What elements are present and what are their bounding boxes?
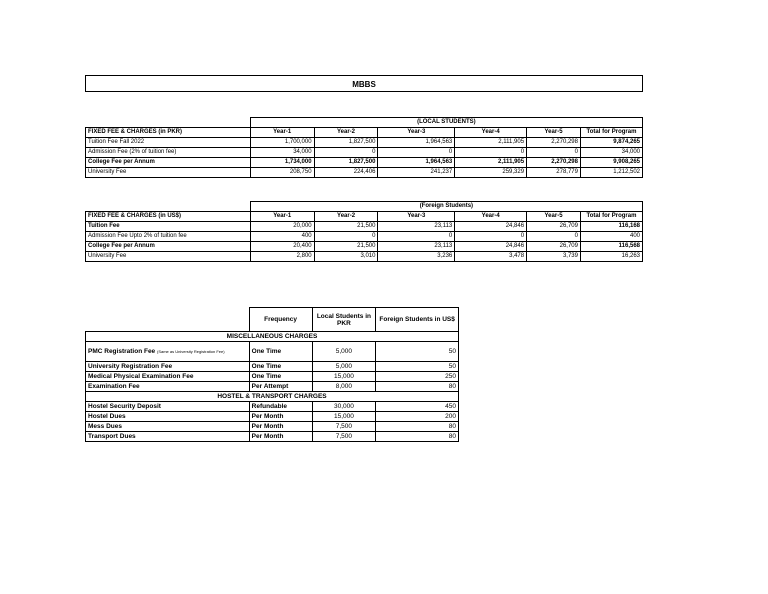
foreign-section-row [86,202,643,212]
cell: 0 [378,232,455,242]
cell: 30,000 [312,402,376,412]
misc-header-row [86,308,459,332]
table-row [86,402,459,412]
cell: 208,750 [250,168,314,178]
cell: 5,000 [312,362,376,372]
cell: 3,478 [455,252,527,262]
hostel-section-row [86,392,459,402]
cell: 1,964,563 [378,138,455,148]
cell: 20,000 [250,222,314,232]
table-row [86,168,643,178]
cell: Per Month [249,412,312,422]
cell: One Time [249,342,312,362]
cell: 1,700,000 [250,138,314,148]
row-label: Examination Fee [86,382,250,392]
row-label: Admission Fee Upto 2% of tuition fee [86,232,251,242]
local-header-label: FIXED FEE & CHARGES (in PKR) [86,128,251,138]
cell: 1,212,502 [580,168,642,178]
row-label: University Fee [86,168,251,178]
table-row [86,432,459,442]
cell: 50 [376,362,459,372]
row-label: Hostel Dues [86,412,250,422]
cell: 34,000 [580,148,642,158]
cell: 2,270,298 [527,158,581,168]
local-header-total: Total for Program [580,128,642,138]
table-row [86,138,643,148]
table-row [86,148,643,158]
table-row [86,412,459,422]
foreign-header-year3: Year-3 [378,212,455,222]
cell: 7,500 [312,422,376,432]
table-row [86,382,459,392]
cell: 7,500 [312,432,376,442]
cell: 250 [376,372,459,382]
row-label: College Fee per Annum [86,242,251,252]
foreign-fee-table [85,201,643,262]
cell: 3,739 [527,252,581,262]
pmc-label: PMC Registration Fee [88,348,156,355]
foreign-header-year2: Year-2 [314,212,378,222]
cell: 9,908,265 [580,158,642,168]
frequency-header: Frequency [249,308,312,332]
cell: 0 [314,232,378,242]
cell: 21,500 [314,242,378,252]
table-row [86,372,459,382]
cell: 0 [455,148,527,158]
cell: 20,400 [250,242,314,252]
foreign-header-label: FIXED FEE & CHARGES (in US$) [86,212,251,222]
cell: 200 [376,412,459,422]
cell: 0 [527,232,581,242]
cell: 1,827,500 [314,158,378,168]
cell: 3,236 [378,252,455,262]
cell: 5,000 [312,342,376,362]
foreign-header-year1: Year-1 [250,212,314,222]
cell: 400 [250,232,314,242]
cell: 0 [455,232,527,242]
cell: 3,010 [314,252,378,262]
cell: 23,113 [378,222,455,232]
table-row [86,252,643,262]
cell: 21,500 [314,222,378,232]
local-header-year2: Year-2 [314,128,378,138]
pmc-note: (Same as University Registration Fee) [157,349,225,354]
local-section-row [86,118,643,128]
table-row [86,232,643,242]
row-label: College Fee per Annum [86,158,251,168]
cell: 23,113 [378,242,455,252]
cell: One Time [249,372,312,382]
cell: 224,406 [314,168,378,178]
cell: 2,800 [250,252,314,262]
row-label: Admission Fee (2% of tuition fee) [86,148,251,158]
misc-charges-table [85,307,459,442]
row-label: Mess Dues [86,422,250,432]
cell: 400 [580,232,642,242]
row-label: University Fee [86,252,251,262]
cell: 116,168 [580,222,642,232]
cell: 0 [314,148,378,158]
cell: 450 [376,402,459,412]
local-header-year3: Year-3 [378,128,455,138]
cell: 80 [376,422,459,432]
row-label: Tuition Fee Fall 2022 [86,138,251,148]
table-row [86,422,459,432]
cell: 80 [376,382,459,392]
foreign-section-label: (Foreign Students) [250,202,642,212]
table-row [86,222,643,232]
row-label: Transport Dues [86,432,250,442]
cell: 80 [376,432,459,442]
cell: 241,237 [378,168,455,178]
cell: 278,779 [527,168,581,178]
cell: 259,329 [455,168,527,178]
cell: 1,964,563 [378,158,455,168]
program-title: MBBS [85,75,643,92]
table-row [86,158,643,168]
local-section-label: (LOCAL STUDENTS) [250,118,642,128]
table-row [86,342,459,362]
hostel-section-title: HOSTEL & TRANSPORT CHARGES [86,392,459,402]
cell: 0 [527,148,581,158]
cell: Refundable [249,402,312,412]
cell: 15,000 [312,372,376,382]
cell: 8,000 [312,382,376,392]
cell: One Time [249,362,312,372]
local-students-header: Local Students in PKR [312,308,376,332]
cell: 26,709 [527,242,581,252]
foreign-header-year4: Year-4 [455,212,527,222]
cell: Per Month [249,422,312,432]
cell: 116,568 [580,242,642,252]
local-header-year4: Year-4 [455,128,527,138]
cell: 2,111,905 [455,158,527,168]
cell: 2,270,298 [527,138,581,148]
foreign-header-total: Total for Program [580,212,642,222]
cell: 24,846 [455,242,527,252]
row-label: University Registration Fee [86,362,250,372]
cell: Per Month [249,432,312,442]
cell: 9,874,265 [580,138,642,148]
cell: 1,827,500 [314,138,378,148]
row-label: Hostel Security Deposit [86,402,250,412]
foreign-header-row [86,212,643,222]
table-row [86,242,643,252]
cell: 50 [376,342,459,362]
table-row [86,362,459,372]
cell: 0 [378,148,455,158]
foreign-students-header: Foreign Students in US$ [376,308,459,332]
cell: 26,709 [527,222,581,232]
local-header-year1: Year-1 [250,128,314,138]
cell: 34,000 [250,148,314,158]
cell: Per Attempt [249,382,312,392]
row-label: Tuition Fee [86,222,251,232]
local-header-year5: Year-5 [527,128,581,138]
local-header-row [86,128,643,138]
misc-section-row [86,332,459,342]
cell: 1,734,000 [250,158,314,168]
cell: 24,846 [455,222,527,232]
cell: 2,111,905 [455,138,527,148]
row-label [86,342,250,362]
local-fee-table [85,117,643,178]
row-label: Medical Physical Examination Fee [86,372,250,382]
misc-section-title: MISCELLANEOUS CHARGES [86,332,459,342]
foreign-header-year5: Year-5 [527,212,581,222]
cell: 16,263 [580,252,642,262]
cell: 15,000 [312,412,376,422]
